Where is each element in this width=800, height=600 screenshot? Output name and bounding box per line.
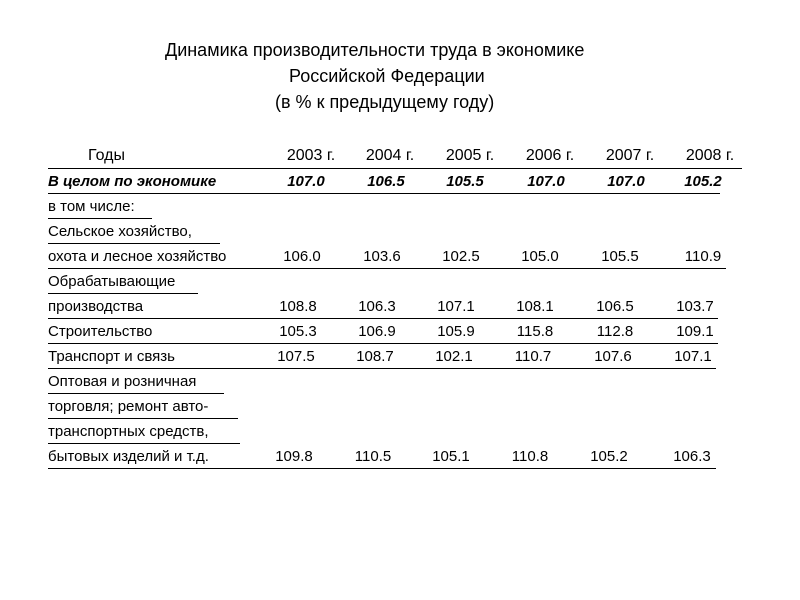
year-header: 2005 г. — [445, 147, 495, 164]
row-value: 109.8 — [275, 448, 313, 465]
table-row — [0, 195, 800, 219]
row-underline — [48, 293, 198, 294]
row-value: 107.1 — [437, 298, 475, 315]
row-label: Строительство — [48, 323, 153, 340]
years-header-label: Годы — [88, 147, 125, 164]
row-value: 102.5 — [442, 248, 480, 265]
header-underline — [48, 168, 742, 169]
row-value: 105.0 — [521, 248, 559, 265]
table-row — [0, 345, 800, 369]
row-underline — [48, 468, 716, 469]
row-underline — [48, 193, 720, 194]
row-label: торговля; ремонт авто- — [48, 398, 209, 415]
year-header: 2004 г. — [365, 147, 415, 164]
row-value: 105.1 — [432, 448, 470, 465]
row-underline — [48, 368, 716, 369]
row-value: 110.7 — [514, 348, 552, 365]
table-header — [0, 144, 800, 168]
row-value: 107.0 — [287, 173, 325, 190]
table-row — [0, 445, 800, 469]
row-underline — [48, 318, 718, 319]
row-value: 110.5 — [354, 448, 392, 465]
table-row — [0, 170, 800, 194]
row-value: 115.8 — [516, 323, 554, 340]
row-value: 102.1 — [435, 348, 473, 365]
row-label: транспортных средств, — [48, 423, 209, 440]
row-underline — [48, 218, 152, 219]
table-row — [0, 420, 800, 444]
row-value: 105.5 — [446, 173, 484, 190]
row-value: 107.1 — [674, 348, 712, 365]
row-underline — [48, 243, 220, 244]
title-line-2: Российской Федерации — [289, 66, 485, 86]
row-label: Транспорт и связь — [48, 348, 175, 365]
row-label: Обрабатывающие — [48, 273, 176, 290]
row-value: 107.6 — [594, 348, 632, 365]
row-underline — [48, 393, 224, 394]
row-value: 106.5 — [367, 173, 405, 190]
row-underline — [48, 268, 726, 269]
row-value: 105.2 — [684, 173, 722, 190]
year-header: 2007 г. — [605, 147, 655, 164]
table-row — [0, 370, 800, 394]
row-value: 107.0 — [607, 173, 645, 190]
row-value: 105.9 — [437, 323, 475, 340]
year-header: 2003 г. — [286, 147, 336, 164]
row-underline — [48, 443, 240, 444]
table-row — [0, 320, 800, 344]
row-value: 106.0 — [283, 248, 321, 265]
title-line-1: Динамика производительности труда в экономике — [165, 40, 585, 60]
row-value: 112.8 — [596, 323, 634, 340]
row-label: бытовых изделий и т.д. — [48, 448, 209, 465]
row-value: 103.6 — [363, 248, 401, 265]
row-value: 106.3 — [673, 448, 711, 465]
row-underline — [48, 343, 718, 344]
row-value: 106.5 — [596, 298, 634, 315]
row-label: производства — [48, 298, 144, 315]
row-label: охота и лесное хозяйство — [48, 248, 227, 265]
row-value: 105.2 — [590, 448, 628, 465]
row-value: 109.1 — [676, 323, 714, 340]
row-value: 106.9 — [358, 323, 396, 340]
row-value: 107.0 — [527, 173, 565, 190]
row-underline — [48, 418, 238, 419]
row-value: 110.9 — [684, 248, 722, 265]
row-value: 106.3 — [358, 298, 396, 315]
table-row — [0, 270, 800, 294]
row-value: 108.8 — [279, 298, 317, 315]
row-label: Оптовая и розничная — [48, 373, 197, 390]
row-value: 105.5 — [601, 248, 639, 265]
row-value: 108.7 — [356, 348, 394, 365]
row-value: 107.5 — [277, 348, 315, 365]
row-label: Сельское хозяйство, — [48, 223, 192, 240]
row-label: в том числе: — [48, 198, 135, 215]
table-row — [0, 395, 800, 419]
table-row — [0, 245, 800, 269]
title-line-3: (в % к предыдущему году) — [275, 92, 495, 112]
row-value: 105.3 — [279, 323, 317, 340]
row-value: 108.1 — [516, 298, 554, 315]
row-value: 103.7 — [676, 298, 714, 315]
row-label: В целом по экономике — [48, 173, 217, 190]
year-header: 2006 г. — [525, 147, 575, 164]
year-header: 2008 г. — [685, 147, 735, 164]
row-value: 110.8 — [511, 448, 549, 465]
table-row — [0, 295, 800, 319]
table-row — [0, 220, 800, 244]
